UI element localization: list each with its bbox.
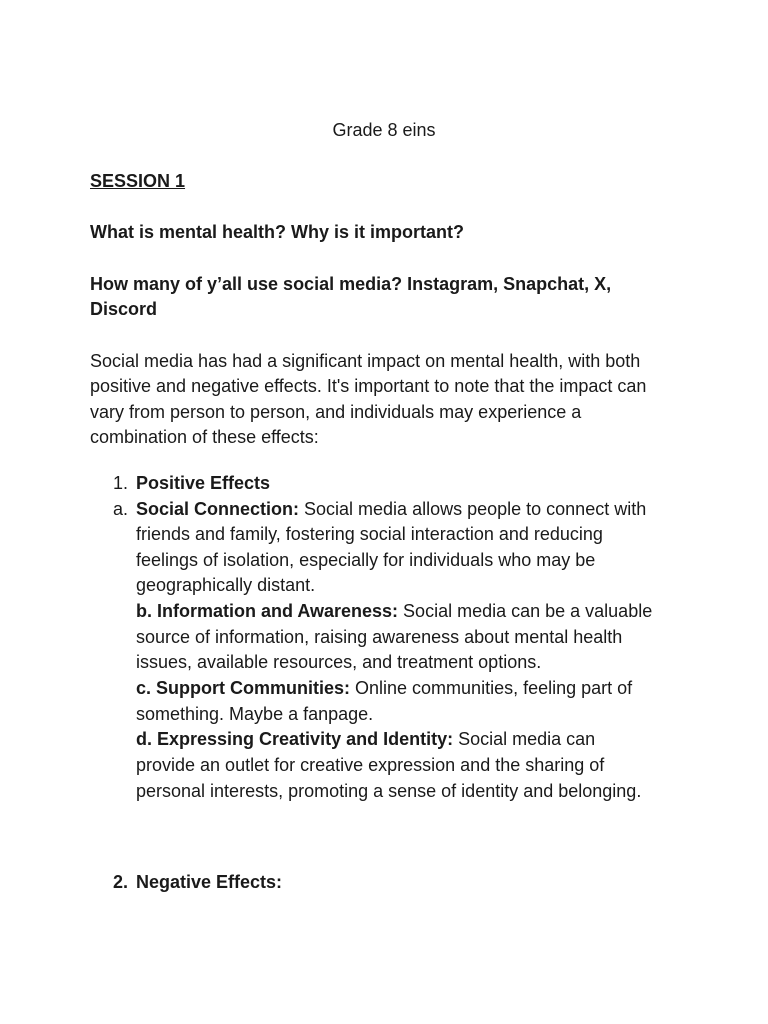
list-number-1: 1. — [113, 473, 129, 493]
document-title: Grade 8 eins — [332, 120, 436, 140]
intro-paragraph-line-1: Social media has had a significant impact on mental health, with both — [90, 351, 641, 371]
social-connection-line-2: friends and family, fostering social interaction and reducing — [136, 524, 603, 544]
intro-paragraph-line-2: positive and negative effects. It's important to note that the impact can — [90, 376, 647, 396]
social-connection-text: Social media allows people to connect with — [299, 499, 647, 519]
social-connection-line-4: geographically distant. — [136, 575, 316, 595]
support-communities-label: c. Support Communities: — [136, 678, 351, 698]
information-awareness-line-2: source of information, raising awareness about mental health — [136, 627, 623, 647]
question-social-media-line-1: How many of y’all use social media? Instagram, Snapchat, X, — [90, 274, 612, 294]
creativity-identity-line-3: personal interests, promoting a sense of identity and belonging. — [136, 781, 642, 801]
question-mental-health: What is mental health? Why is it important? — [90, 222, 465, 242]
information-awareness-text: Social media can be a valuable — [398, 601, 653, 621]
information-awareness-line-1 — [136, 598, 652, 624]
list-number-2: 2. — [113, 872, 129, 892]
information-awareness-line-3: issues, available resources, and treatment options. — [136, 652, 542, 672]
question-social-media-line-2: Discord — [90, 299, 158, 319]
support-communities-line-1 — [136, 675, 632, 701]
positive-effects-heading: Positive Effects — [136, 473, 271, 493]
intro-paragraph-line-3: vary from person to person, and individuals may experience a — [90, 402, 582, 422]
creativity-identity-label: d. Expressing Creativity and Identity: — [136, 729, 454, 749]
negative-effects-heading: Negative Effects: — [136, 872, 283, 892]
intro-paragraph-line-4: combination of these effects: — [90, 427, 319, 447]
support-communities-line-2: something. Maybe a fanpage. — [136, 704, 374, 724]
social-connection-line-3: feelings of isolation, especially for individuals who may be — [136, 550, 596, 570]
information-awareness-label: b. Information and Awareness: — [136, 601, 399, 621]
creativity-identity-text: Social media can — [453, 729, 596, 749]
support-communities-text: Online communities, feeling part of — [350, 678, 633, 698]
creativity-identity-line-2: provide an outlet for creative expression and the sharing of — [136, 755, 605, 775]
session-heading: SESSION 1 — [90, 171, 186, 191]
social-connection-line-1 — [136, 496, 646, 522]
creativity-identity-line-1 — [136, 726, 595, 752]
social-connection-label: Social Connection: — [136, 499, 300, 519]
list-marker-a: a. — [113, 499, 129, 519]
